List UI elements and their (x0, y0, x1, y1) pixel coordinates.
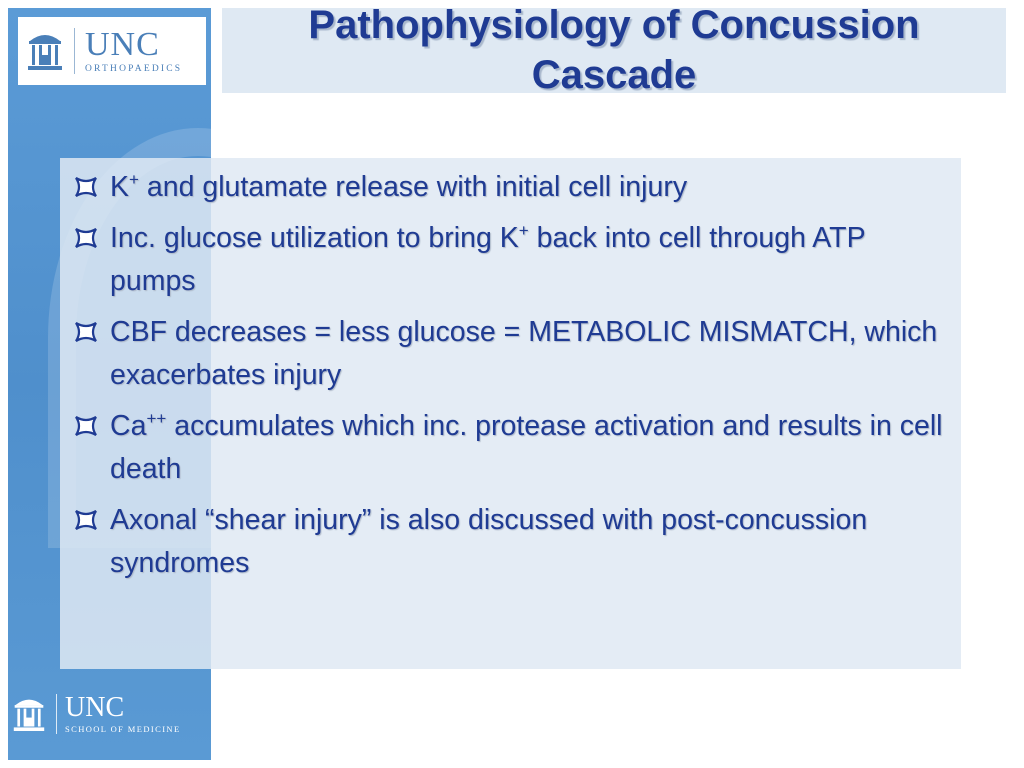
bullet-text: Ca++ accumulates which inc. protease activation and results in cell death (110, 409, 943, 485)
unc-orthopaedics-logo (18, 17, 206, 85)
bullet-text: K+ and glutamate release with initial cell injury (110, 170, 688, 203)
logo-divider (74, 28, 75, 74)
bullet-item (72, 405, 952, 491)
logo-unc-text: UNC (85, 25, 160, 63)
bullet-marker-icon (72, 174, 100, 200)
bullet-marker-icon (72, 413, 100, 439)
old-well-icon (12, 694, 46, 734)
logo-subtitle: SCHOOL OF MEDICINE (65, 724, 181, 734)
bullet-text: CBF decreases = less glucose = METABOLIC MISMATCH, which exacerbates injury (110, 316, 938, 391)
bullet-item (72, 311, 952, 397)
unc-school-of-medicine-logo (12, 690, 208, 738)
bullet-item (72, 217, 952, 303)
bullet-marker-icon (72, 319, 100, 345)
bullet-marker-icon (72, 225, 100, 251)
bullet-marker-icon (72, 507, 100, 533)
old-well-icon (26, 29, 64, 73)
logo-subtitle: ORTHOPAEDICS (85, 63, 183, 74)
bullet-list (72, 166, 952, 593)
bullet-item (72, 166, 952, 209)
slide-title: Pathophysiology of Concussion Cascade (308, 3, 920, 97)
logo-unc-text: UNC (65, 692, 125, 723)
bullet-text: Axonal “shear injury” is also discussed with post-concussion syndromes (110, 504, 868, 579)
logo-divider (56, 694, 57, 734)
bullet-item (72, 499, 952, 585)
bullet-text: Inc. glucose utilization to bring K+ back into cell through ATP pumps (110, 221, 866, 297)
